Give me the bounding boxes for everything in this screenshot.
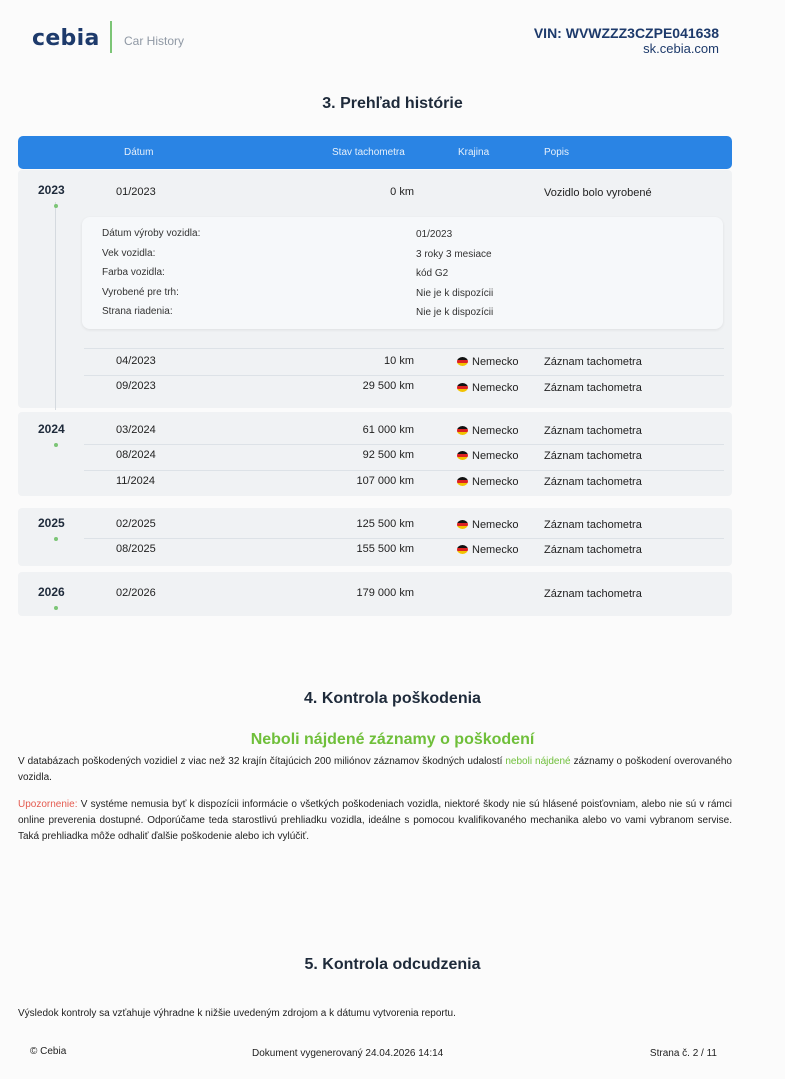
row-odometer: 10 km [384,355,414,367]
row-date: 03/2024 [116,424,156,436]
timeline-line [55,202,56,410]
timeline-dot [54,443,58,447]
row-odometer: 61 000 km [362,424,414,436]
row-description: Záznam tachometra [544,382,642,394]
damage-text: V databázach poškodených vozidiel z viac než 32 krajín čítajúcich 200 miliónov záznamov škodných udalostí [18,756,506,767]
country-name: Nemecko [472,519,519,531]
detail-value: 3 roky 3 mesiace [416,249,492,260]
row-country [457,425,518,437]
year-label: 2024 [38,422,65,436]
row-odometer: 0 km [390,186,414,198]
damage-highlight: neboli nájdené [505,756,571,767]
warning-text: V systéme nemusia byť k dispozícii informácie o všetkých poškodeniach vozidla, niektoré škody nie sú hlásené poisťovniam, alebo nie sú v rámci online preverenia dostupné. Odporúčame teda starostlivú prehliadku vozidla, ideálne s pomocou kvalifikovaného mechanika alebo vo vami vybranom servise. Taká prehliadka môže odhaliť ďalšie poškodenie alebo ich vylúčiť. [18,799,732,842]
germany-flag-icon [457,477,468,486]
year-label: 2025 [38,516,65,530]
row-date: 09/2023 [116,380,156,392]
detail-value: Nie je k dispozícii [416,288,494,299]
cebia-logo: cebia [32,26,100,51]
damage-result-heading: Neboli nájdené záznamy o poškodení [250,731,535,748]
row-date: 11/2024 [116,475,155,487]
row-description: Záznam tachometra [544,544,642,556]
row-divider [84,538,724,539]
section-5-title: 5. Kontrola odcudzenia [304,956,481,973]
country-name: Nemecko [472,356,519,368]
row-date: 04/2023 [116,355,156,367]
row-country [457,544,518,556]
row-description: Záznam tachometra [544,519,642,531]
year-band-2025 [18,508,732,566]
row-odometer: 29 500 km [362,380,414,392]
footer-generated: Dokument vygenerovaný 24.04.2026 14:14 [252,1048,444,1059]
germany-flag-icon [457,383,468,392]
germany-flag-icon [457,426,468,435]
row-date: 08/2024 [116,449,156,461]
row-description: Vozidlo bolo vyrobené [544,187,652,199]
row-description: Záznam tachometra [544,588,642,600]
col-description: Popis [544,147,570,158]
history-table-header [18,136,732,169]
country-name: Nemecko [472,476,519,488]
damage-text-end: záznamy o poškodení overovaného vozidla. [18,756,732,783]
timeline-dot [54,606,58,610]
col-country: Krajina [458,147,490,158]
country-name: Nemecko [472,382,519,394]
year-label: 2023 [38,183,65,197]
section-4-title: 4. Kontrola poškodenia [304,690,481,707]
row-description: Záznam tachometra [544,450,642,462]
detail-value: 01/2023 [416,229,453,240]
row-date: 02/2026 [116,587,156,599]
detail-label: Vek vozidla: [102,248,156,259]
footer-copyright: © Cebia [30,1046,67,1057]
germany-flag-icon [457,545,468,554]
logo-subtitle: Car History [124,34,185,48]
detail-value: Nie je k dispozícii [416,307,494,318]
row-divider [84,375,724,376]
row-odometer: 155 500 km [356,543,414,555]
timeline-dot [54,204,58,208]
detail-label: Strana riadenia: [102,306,173,317]
germany-flag-icon [457,451,468,460]
warning-label: Upozornenie: [18,799,78,810]
col-odometer: Stav tachometra [332,147,405,158]
row-country [457,382,518,394]
row-odometer: 107 000 km [356,475,414,487]
row-divider [84,444,724,445]
row-date: 02/2025 [116,518,156,530]
col-date: Dátum [124,147,154,158]
country-name: Nemecko [472,450,519,462]
detail-label: Vyrobené pre trh: [102,287,179,298]
site-url: sk.cebia.com [643,41,719,56]
warning-paragraph [18,797,732,845]
row-date: 01/2023 [116,186,156,198]
logo-divider [110,21,112,53]
row-description: Záznam tachometra [544,356,642,368]
germany-flag-icon [457,357,468,366]
detail-label: Dátum výroby vozidla: [102,228,201,239]
damage-paragraph [18,754,732,786]
row-description: Záznam tachometra [544,425,642,437]
year-label: 2026 [38,585,65,599]
theft-check-text: Výsledok kontroly sa vzťahuje výhradne k nižšie uvedeným zdrojom a k dátumu vytvorenia reportu. [18,1008,456,1019]
germany-flag-icon [457,520,468,529]
vin-number: VIN: WVWZZZ3CZPE041638 [533,25,719,41]
row-country [457,519,518,531]
detail-label: Farba vozidla: [102,267,165,278]
row-odometer: 125 500 km [356,518,414,530]
row-description: Záznam tachometra [544,476,642,488]
row-divider [84,348,724,349]
country-name: Nemecko [472,544,519,556]
row-odometer: 179 000 km [356,587,414,599]
row-divider [84,470,724,471]
timeline-dot [54,537,58,541]
row-country [457,356,518,368]
detail-value: kód G2 [416,268,449,279]
row-date: 08/2025 [116,543,156,555]
row-country [457,476,518,488]
row-odometer: 92 500 km [362,449,414,461]
row-country [457,450,518,462]
footer-page-number: Strana č. 2 / 11 [649,1048,717,1059]
country-name: Nemecko [472,425,519,437]
section-3-title: 3. Prehľad histórie [322,95,463,112]
